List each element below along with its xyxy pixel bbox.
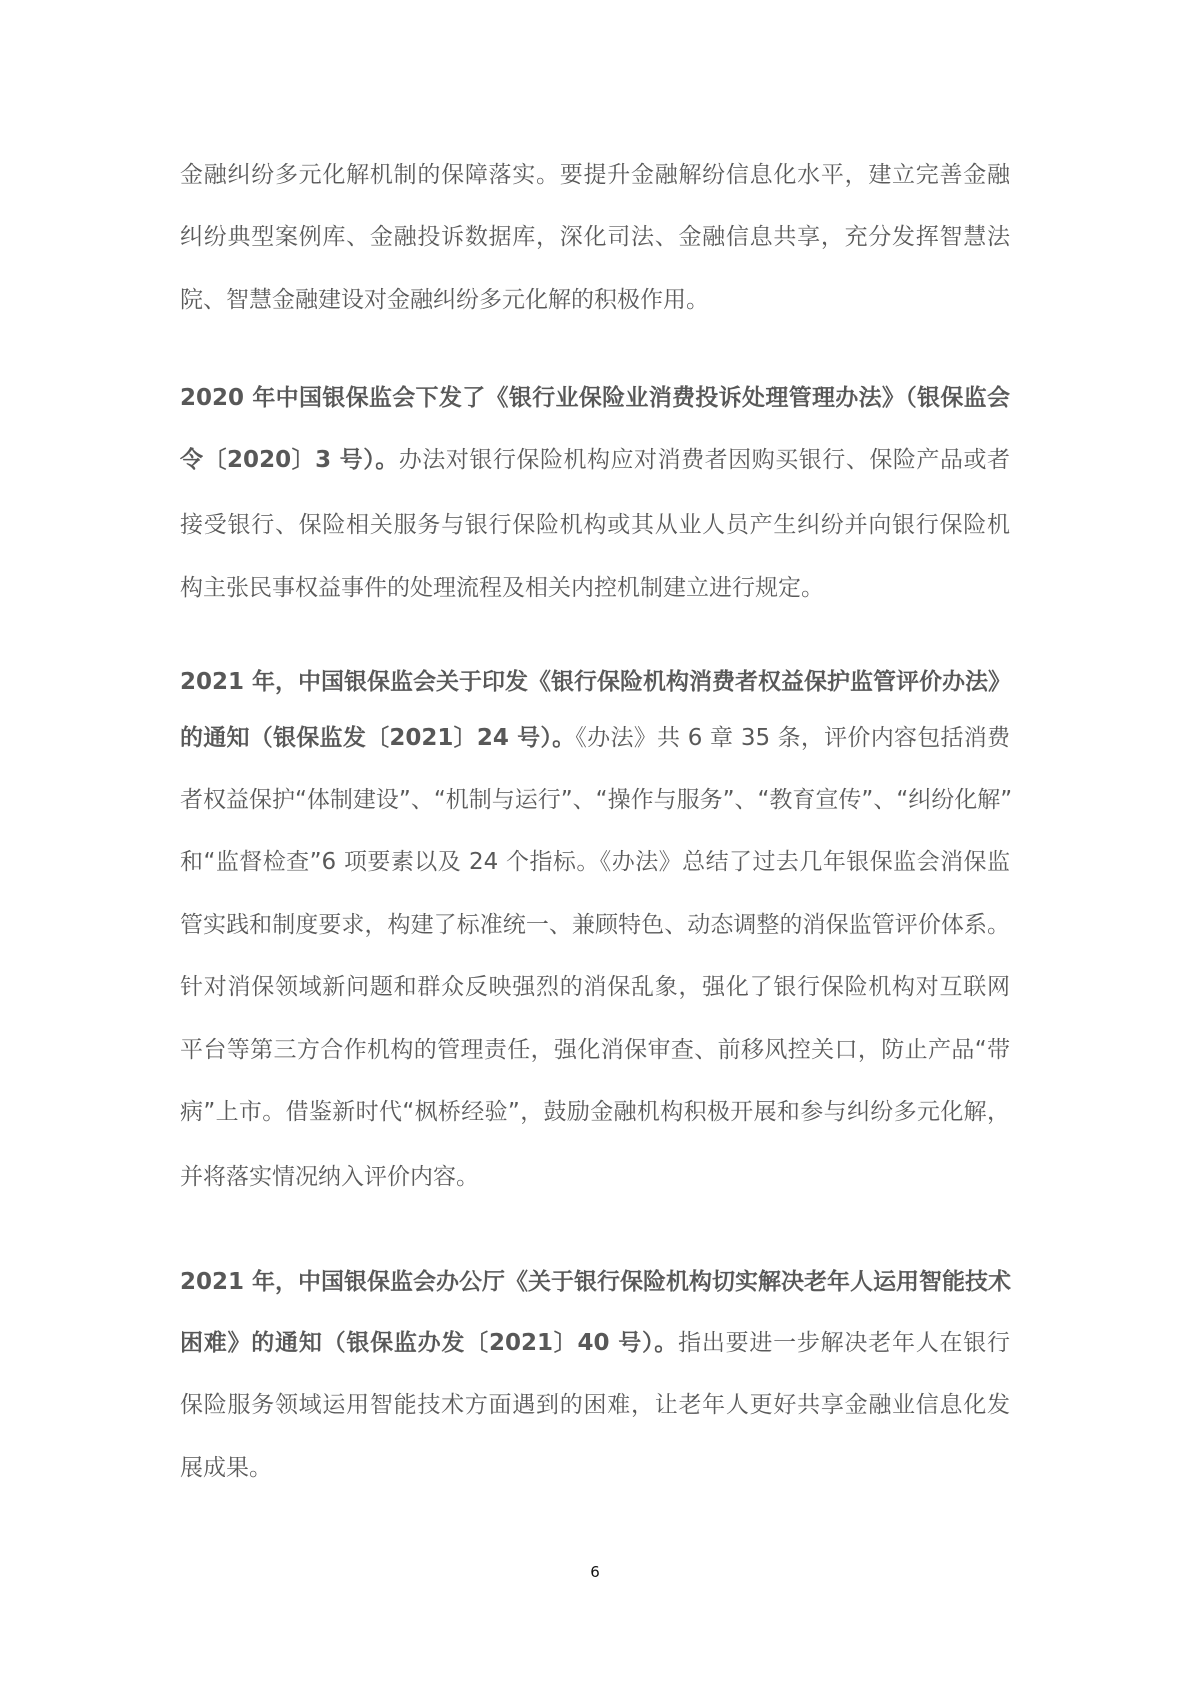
text-line <box>180 510 1010 540</box>
text-run: 保险服务领域运用智能技术方面遇到的困难，让老年人更好共享金融业信息化发 <box>180 1392 1010 1418</box>
text-line <box>180 1328 1010 1358</box>
bold-run: 2020 年中国银保监会下发了《银行业保险业消费投诉处理管理办法》（银保监会 <box>180 385 1010 411</box>
text-line <box>180 1390 1010 1420</box>
text-line <box>180 972 1010 1002</box>
text-line <box>180 910 1010 940</box>
text-run: 纠纷典型案例库、金融投诉数据库，深化司法、金融信息共享，充分发挥智慧法 <box>180 224 1010 250</box>
bold-run: 的通知（银保监发〔2021〕24 号）。 <box>180 725 576 751</box>
text-line <box>180 1162 1010 1192</box>
text-run: 管实践和制度要求，构建了标准统一、兼顾特色、动态调整的消保监管评价体系。 <box>180 912 1010 938</box>
text-line <box>180 847 1010 877</box>
text-line <box>180 1267 1010 1297</box>
text-line <box>180 285 1010 315</box>
text-line <box>180 1035 1010 1065</box>
text-line <box>180 723 1010 753</box>
bold-run: 2021 年，中国银保监会办公厅《关于银行保险机构切实解决老年人运用智能技术 <box>180 1269 1012 1295</box>
text-line <box>180 573 1010 603</box>
text-run: 院、智慧金融建设对金融纠纷多元化解的积极作用。 <box>180 287 709 313</box>
bold-run: 困难》的通知（银保监办发〔2021〕40 号）。 <box>180 1330 679 1356</box>
text-line <box>180 383 1010 413</box>
text-run: 平台等第三方合作机构的管理责任，强化消保审查、前移风控关口，防止产品“带 <box>180 1037 1010 1063</box>
text-run: 金融纠纷多元化解机制的保障落实。要提升金融解纷信息化水平，建立完善金融 <box>180 162 1010 188</box>
text-line <box>180 222 1010 252</box>
text-line <box>180 1097 1010 1127</box>
text-line <box>180 160 1010 190</box>
text-line <box>180 1453 1010 1483</box>
text-run: 接受银行、保险相关服务与银行保险机构或其从业人员产生纠纷并向银行保险机 <box>180 512 1010 538</box>
text-run: 者权益保护“体制建设”、“机制与运行”、“操作与服务”、“教育宣传”、“纠纷化解” <box>180 787 1013 813</box>
text-run: 并将落实情况纳入评价内容。 <box>180 1164 479 1190</box>
text-line <box>180 667 1010 697</box>
text-line <box>180 445 1010 475</box>
text-run: 和“监督检查”6 项要素以及 24 个指标。《办法》总结了过去几年银保监会消保监 <box>180 849 1010 875</box>
text-line <box>180 785 1013 815</box>
bold-run: 令〔2020〕3 号）。 <box>180 447 399 473</box>
text-run: 指出要进一步解决老年人在银行 <box>678 1330 1011 1356</box>
text-run: 针对消保领域新问题和群众反映强烈的消保乱象，强化了银行保险机构对互联网 <box>180 974 1010 1000</box>
text-run: 《办法》共 6 章 35 条，评价内容包括消费 <box>575 725 1010 751</box>
text-run: 办法对银行保险机构应对消费者因购买银行、保险产品或者 <box>398 447 1010 473</box>
text-run: 病”上市。借鉴新时代“枫桥经验”，鼓励金融机构积极开展和参与纠纷多元化解， <box>180 1099 1010 1125</box>
text-run: 构主张民事权益事件的处理流程及相关内控机制建立进行规定。 <box>180 575 824 601</box>
page-number: 6 <box>590 1563 600 1581</box>
bold-run: 2021 年，中国银保监会关于印发《银行保险机构消费者权益保护监管评价办法》 <box>180 669 1012 695</box>
text-run: 展成果。 <box>180 1455 272 1481</box>
